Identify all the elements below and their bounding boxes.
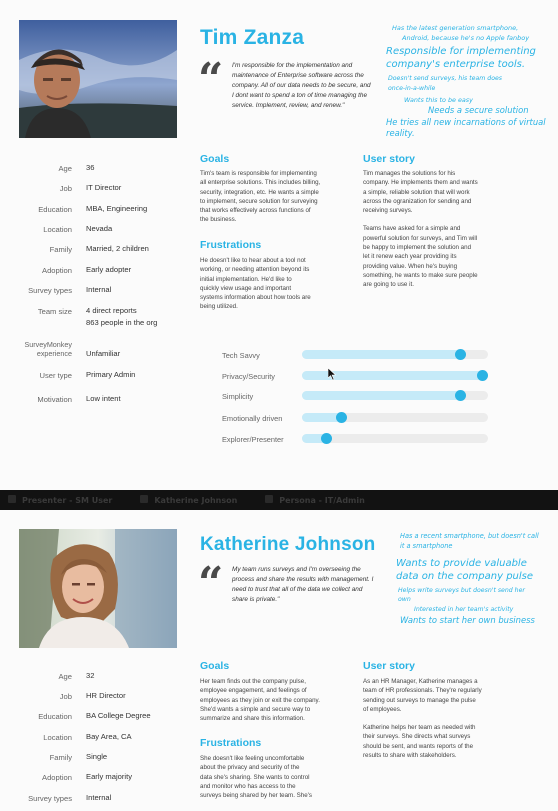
attr-label-family: Family <box>49 753 72 762</box>
strip-item[interactable]: Presenter - SM User <box>22 496 113 505</box>
skill-knob <box>477 370 488 381</box>
attr-value-team-size: 4 direct reports <box>86 306 137 315</box>
tim-photo <box>19 20 177 138</box>
quote-mark-icon: “ <box>198 54 224 105</box>
goals-text: Her team finds out the company pulse, employee engagement, and feelings of employees as they join or exit the company. She'd wants a simple and secure way to summarize and share this information. <box>200 678 320 723</box>
persona-name: Tim Zanza <box>200 26 305 49</box>
goals-title: Goals <box>200 660 230 672</box>
persona-quote: I'm responsible for the implementation and maintenance of Enterprise software across the company. All of our data needs to be secure, and I dont want to spend a ton of time managing the service. Implement, review, and renew." <box>232 62 371 109</box>
note: Wants to provide valuable <box>396 558 527 569</box>
attr-label-user-type: User type <box>39 371 72 380</box>
goals-text: Tim's team is responsible for implementing all enterprise solutions. This includes billing, security, integration, etc. He wants a simple to implement, secure solution for surveying that works effectively across functions of the business. <box>200 170 321 224</box>
skill-bar-simplicity <box>302 391 488 400</box>
persona-name: Katherine Johnson <box>200 534 376 555</box>
attr-value-adoption: Early adopter <box>86 265 132 274</box>
attr-value-education: BA College Degree <box>86 711 151 720</box>
attr-value-user-type: Primary Admin <box>86 370 136 379</box>
skill-bar-explorer <box>302 434 488 443</box>
skill-label-explorer: Explorer/Presenter <box>222 435 284 444</box>
quote-mark-icon: “ <box>198 558 224 609</box>
persona-card-katherine <box>0 510 558 811</box>
attr-label-team-size: Team size <box>37 307 72 316</box>
attr-label-motivation: Motivation <box>37 395 72 404</box>
attr-label-survey-types: Survey types <box>28 794 72 803</box>
strip-item[interactable]: Katherine Johnson <box>154 496 238 505</box>
frustrations-title: Frustrations <box>200 239 262 251</box>
portrait-man-image <box>19 20 177 138</box>
user-story-text: Tim manages the solutions for his company. He implements them and wants a simple, reliable solution that will work across the ogranization for sending and receiving surveys. Teams have asked for a simple and powerful solution for surveys, and Tim will be happy to implement the solution and let it renew each year providing its providing value. When he's buying something, he wants to make sure people are going to use it. <box>363 170 478 289</box>
note: Wants to start her own business <box>400 615 535 625</box>
note: Has a recent smartphone, but doesn't call <box>400 532 539 540</box>
attr-value-age: 32 <box>86 671 95 680</box>
attr-label-surveymonkey: SurveyMonkey <box>24 340 72 349</box>
note: company's enterprise tools. <box>386 59 526 70</box>
user-story-title: User story <box>363 153 415 165</box>
skill-label-emotionally-driven: Emotionally driven <box>222 414 283 423</box>
strip-item[interactable]: Persona - IT/Admin <box>279 496 365 505</box>
tab-strip <box>0 490 558 510</box>
skill-fill <box>302 391 460 400</box>
skill-knob <box>321 433 332 444</box>
note: Helps write surveys but doesn't send her <box>398 587 525 594</box>
attr-label-location: Location <box>43 225 72 234</box>
persona-quote: My team runs surveys and I'm overseeing the process and share the results with management. I need to trust that all of the data we collect and share is private." <box>232 566 374 603</box>
attr-value-age: 36 <box>86 163 95 172</box>
attr-label-education: Education <box>38 205 72 214</box>
note: Android, because he's no Apple fanboy <box>402 34 530 42</box>
attr-label-location: Location <box>43 733 72 742</box>
skill-bar-tech-savvy <box>302 350 488 359</box>
user-story-title: User story <box>363 660 415 672</box>
note: Needs a secure solution <box>428 105 529 115</box>
attr-label-age: Age <box>58 164 72 173</box>
attr-value-location: Bay Area, CA <box>86 732 132 741</box>
attr-label-experience: experience <box>36 349 72 358</box>
note: Doesn't send surveys, his team does <box>388 75 503 82</box>
note: Responsible for implementing <box>386 46 536 57</box>
attr-label-education: Education <box>38 712 72 721</box>
goals-title: Goals <box>200 153 230 165</box>
frustrations-text: He doesn't like to hear about a tool not working, or needing attention beyond its initial implementation. He'd like to quickly view usage and important systems information about how tools are being utilized. <box>200 257 311 311</box>
attr-value-adoption: Early majority <box>86 772 132 781</box>
note: reality. <box>386 128 415 138</box>
attr-value-job: IT Director <box>86 183 122 192</box>
attr-label-age: Age <box>58 672 72 681</box>
attr-value-education: MBA, Engineering <box>86 204 148 213</box>
skill-label-simplicity: Simplicity <box>222 392 254 401</box>
skill-fill <box>302 350 460 359</box>
note: Interested in her team's activity <box>414 606 514 613</box>
attr-label-survey-types: Survey types <box>28 286 72 295</box>
frustrations-title: Frustrations <box>200 737 262 749</box>
skill-knob <box>455 349 466 360</box>
skill-label-tech-savvy: Tech Savvy <box>222 351 260 360</box>
document-icon <box>265 495 273 503</box>
note: once-in-a-while <box>388 85 436 92</box>
note: Wants this to be easy <box>404 96 473 104</box>
attr-label-job: Job <box>59 184 72 193</box>
attr-value-survey-types: Internal <box>86 793 112 802</box>
user-story-text: As an HR Manager, Katherine manages a team of HR professionals. They're regularly sending out surveys to manage the pulse of employees. Katherine helps her team as needed with their surveys. She directs what surveys should be sent, and wants reports of the results to share with stakeholders. <box>363 678 482 760</box>
note: data on the company pulse <box>396 571 534 582</box>
skill-label-privacy: Privacy/Security <box>222 372 275 381</box>
frustrations-text: She doesn't like feeling uncomfortable about the privacy and security of the data she's sharing. She wants to control and monitor who has access to the surveys being shared by her team. She's <box>200 755 312 800</box>
attr-value-experience: Unfamiliar <box>86 349 121 358</box>
attr-value-family: Single <box>86 752 108 761</box>
note: Has the latest generation smartphone, <box>392 24 519 32</box>
note: own <box>398 596 411 603</box>
attr-value-survey-types: Internal <box>86 285 112 294</box>
document-icon <box>8 495 16 503</box>
attr-label-adoption: Adoption <box>42 773 72 782</box>
attr-label-family: Family <box>49 245 72 254</box>
portrait-woman-image <box>19 529 177 648</box>
attr-value-motivation: Low intent <box>86 394 121 403</box>
attr-value-team-size-org: 863 people in the org <box>86 318 158 327</box>
skill-knob <box>336 412 347 423</box>
note: He tries all new incarnations of virtual <box>386 117 546 127</box>
attr-label-job: Job <box>59 692 72 701</box>
skill-bar-emotionally-driven <box>302 413 488 422</box>
attr-value-family: Married, 2 children <box>86 244 149 253</box>
skill-knob <box>455 390 466 401</box>
attr-value-location: Nevada <box>86 224 113 233</box>
attr-value-job: HR Director <box>86 691 126 700</box>
attr-label-adoption: Adoption <box>42 266 72 275</box>
document-icon <box>140 495 148 503</box>
mouse-cursor-icon <box>328 368 337 381</box>
note: it a smartphone <box>400 542 453 550</box>
katherine-photo <box>19 529 177 648</box>
